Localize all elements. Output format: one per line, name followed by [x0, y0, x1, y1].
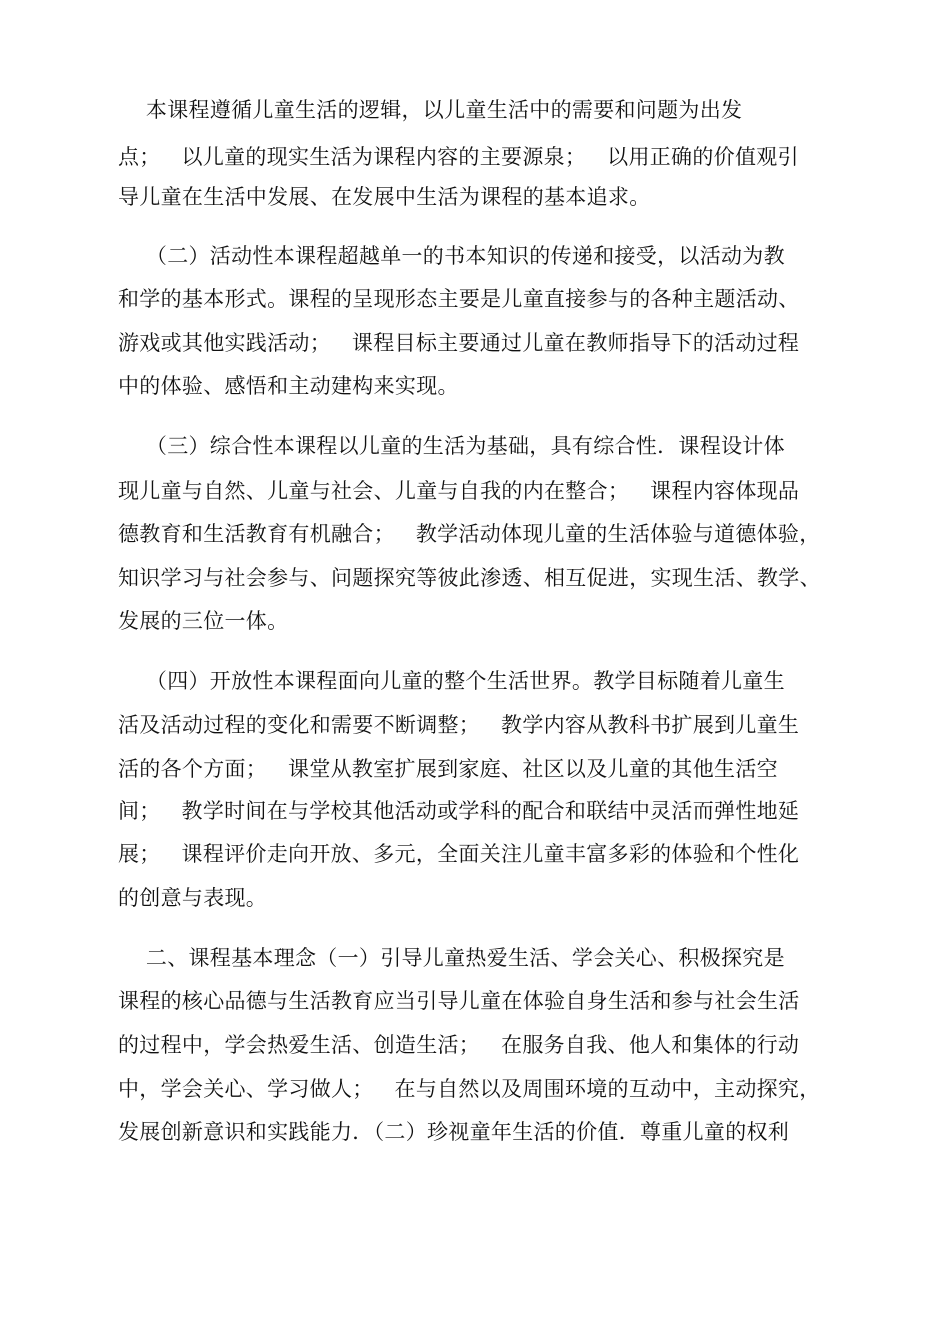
text-line: 中的体验、感悟和主动建构来实现。 [118, 374, 459, 398]
text-line: 活及活动过程的变化和需要不断调整； 教学内容从教科书扩展到儿童生 [118, 713, 800, 737]
text-line: 二、课程基本理念（一）引导儿童热爱生活、学会关心、积极探究是 [118, 946, 785, 970]
text-line: 间； 教学时间在与学校其他活动或学科的配合和联结中灵活而弹性地延 [118, 799, 800, 823]
text-line: 游戏或其他实践活动； 课程目标主要通过儿童在教师指导下的活动过程 [118, 331, 800, 355]
text-line: 的过程中，学会热爱生活、创造生活； 在服务自我、他人和集体的行动 [118, 1033, 800, 1057]
text-line: 发展的三位一体。 [118, 609, 289, 633]
text-line: （四）开放性本课程面向儿童的整个生活世界。教学目标随着儿童生 [118, 669, 785, 693]
text-line: （二）活动性本课程超越单一的书本知识的传递和接受，以活动为教 [118, 244, 785, 268]
text-line: 本课程遵循儿童生活的逻辑，以儿童生活中的需要和问题为出发 [118, 98, 743, 122]
text-line: 的创意与表现。 [118, 886, 268, 910]
text-line: 德教育和生活教育有机融合； 教学活动体现儿童的生活体验与道德体验， [118, 522, 821, 546]
text-line: 和学的基本形式。课程的呈现形态主要是儿童直接参与的各种主题活动、 [118, 287, 800, 311]
text-line: 现儿童与自然、儿童与社会、儿童与自我的内在整合； 课程内容体现品 [118, 479, 800, 503]
text-line: 发展创新意识和实践能力．（二）珍视童年生活的价值．尊重儿童的权利 [118, 1120, 790, 1144]
text-line: 课程的核心品德与生活教育应当引导儿童在体验自身生活和参与社会生活 [118, 989, 800, 1013]
text-line: （三）综合性本课程以儿童的生活为基础，具有综合性．课程设计体 [118, 434, 785, 458]
text-line: 中，学会关心、学习做人； 在与自然以及周围环境的互动中，主动探究， [118, 1077, 821, 1101]
text-line: 展； 课程评价走向开放、多元，全面关注儿童丰富多彩的体验和个性化 [118, 842, 800, 866]
text-line: 点； 以儿童的现实生活为课程内容的主要源泉； 以用正确的价值观引 [118, 145, 799, 169]
text-line: 活的各个方面； 课堂从教室扩展到家庭、社区以及儿童的其他生活空 [118, 757, 778, 781]
text-line: 知识学习与社会参与、问题探究等彼此渗透、相互促进，实现生活、教学、 [118, 566, 821, 590]
text-line: 导儿童在生活中发展、在发展中生活为课程的基本追求。 [118, 185, 651, 209]
